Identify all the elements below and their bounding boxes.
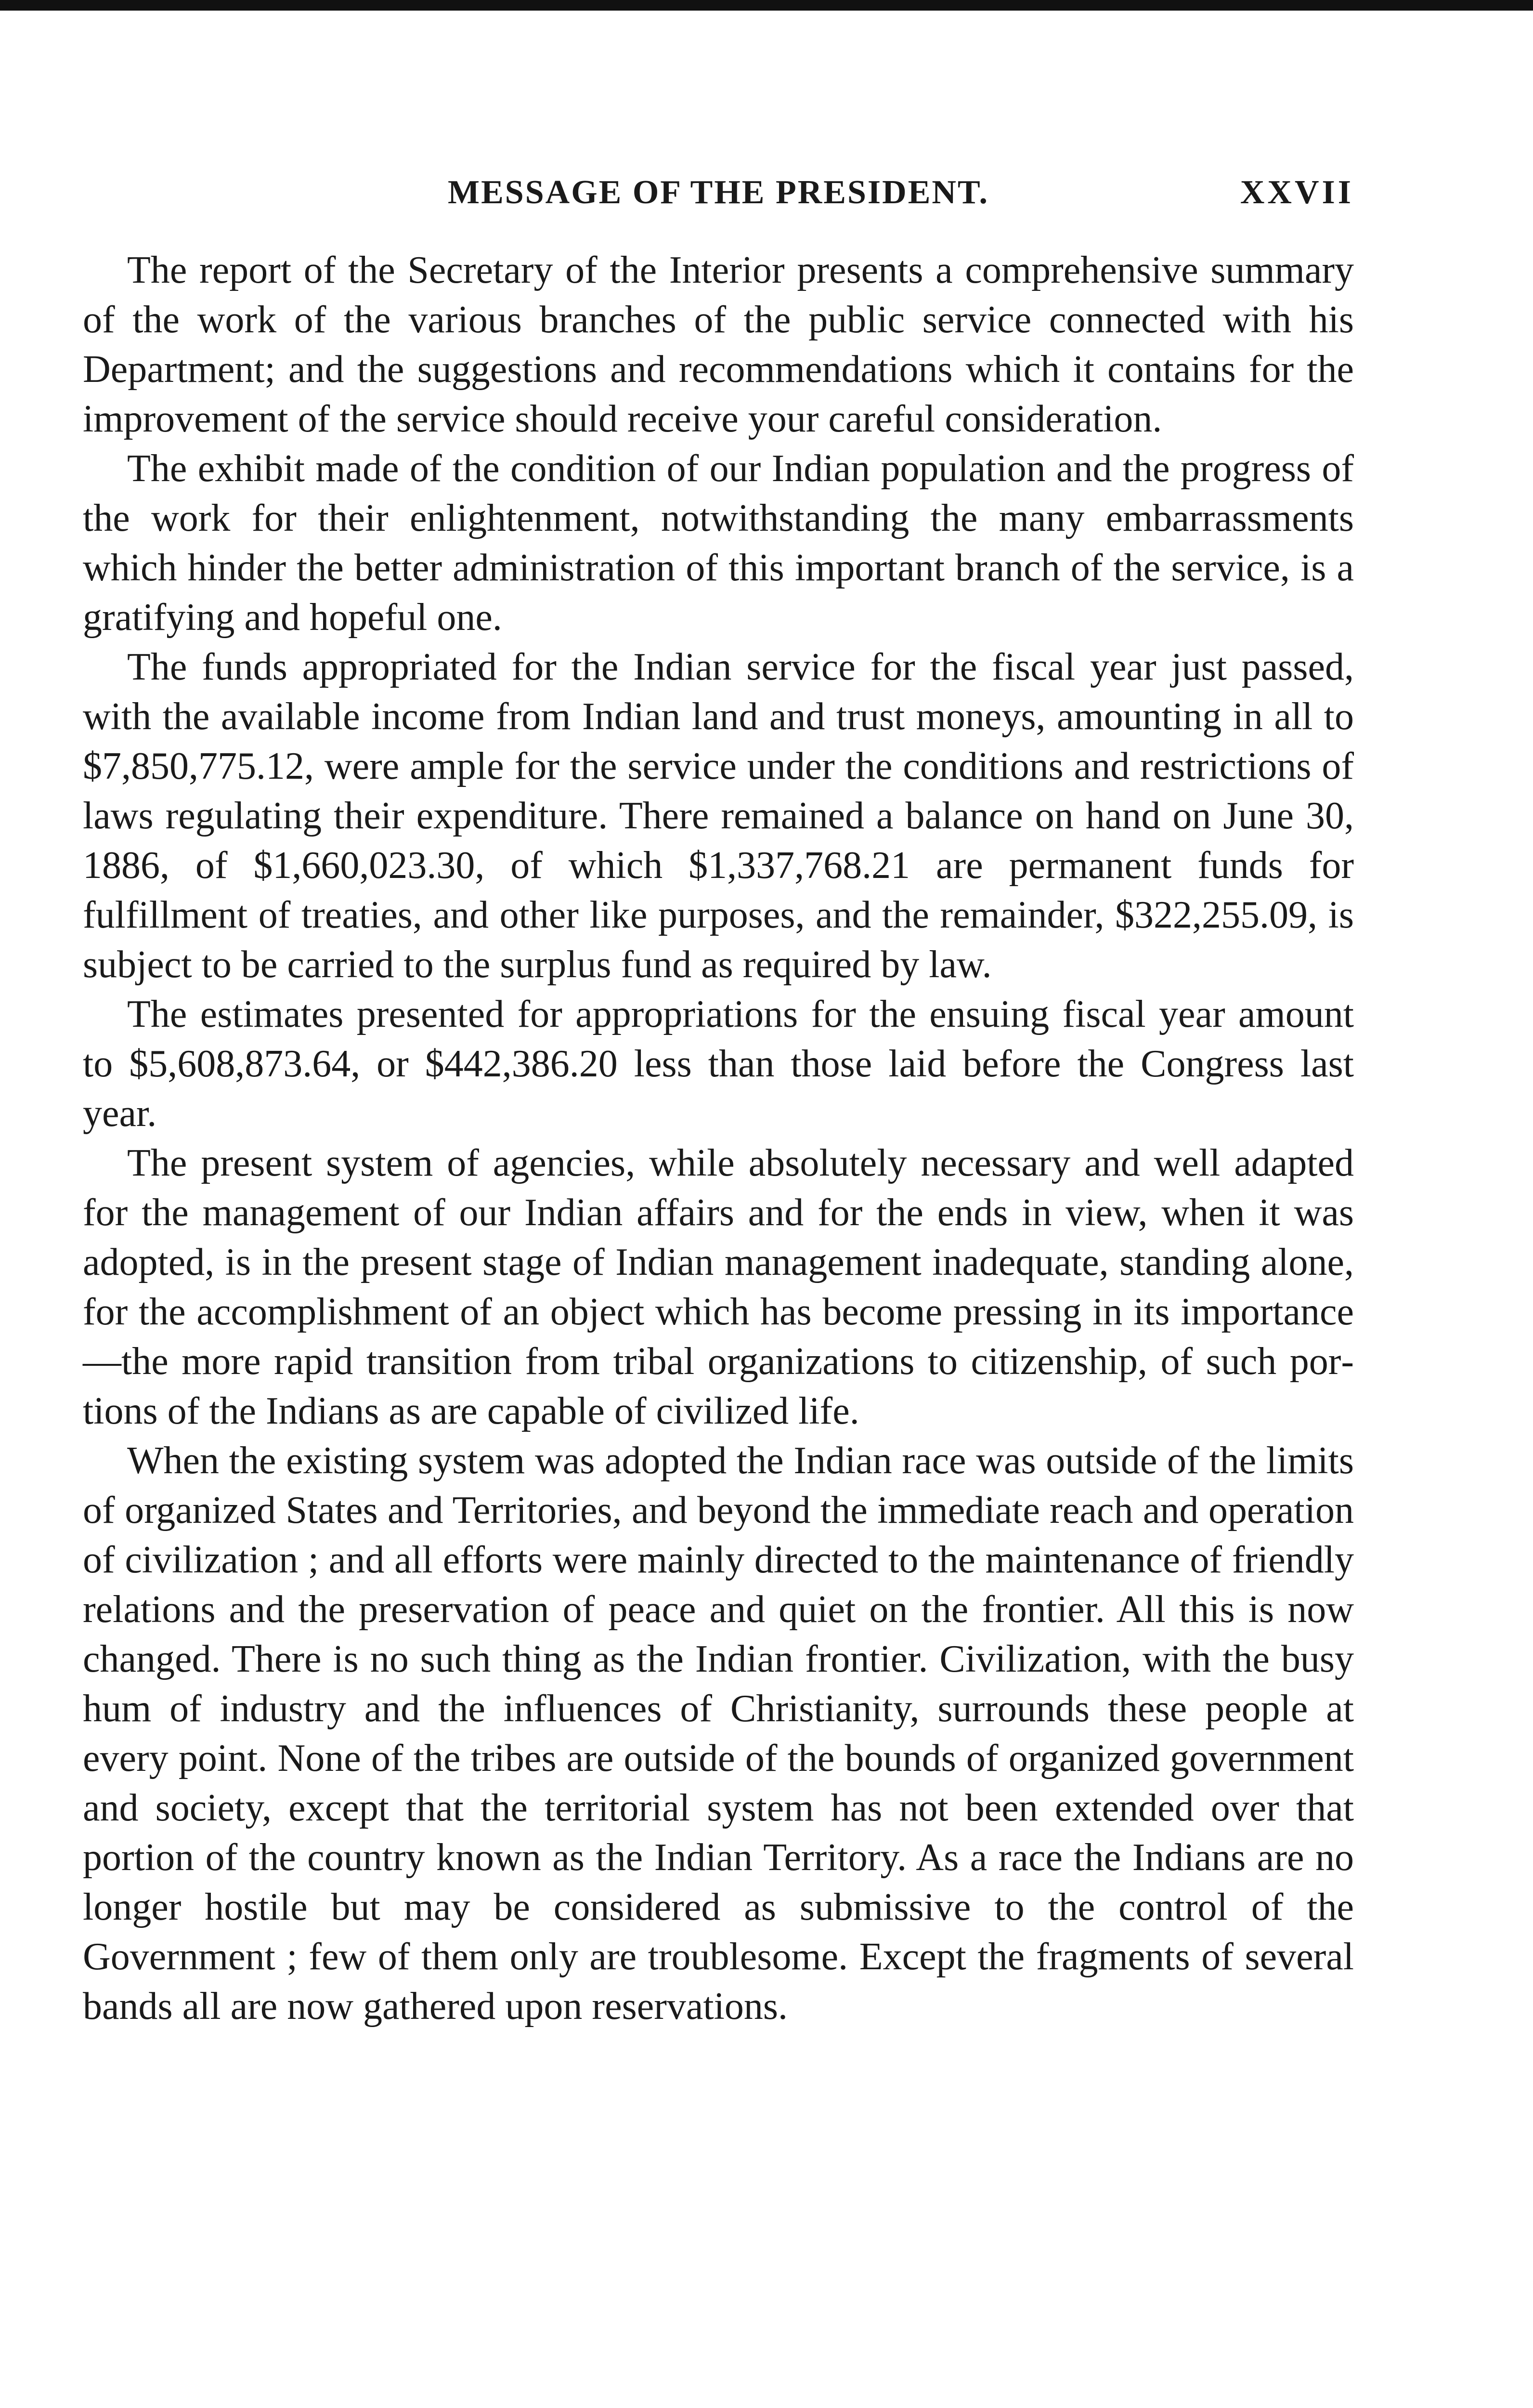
running-head xyxy=(83,173,1354,226)
paragraph-estimates: The estimates presented for appropriations for the ensuing fiscal year amount to $5,608,873.64, or $442,386.20 less than those laid before the Congress last year. xyxy=(83,993,1354,1135)
paragraph-interior-report: The report of the Secretary of the Interior presents a comprehensive summary of the work of the various branches of the public service connected with his Department; and the suggestions and recommendations which it contains for the improvement of the service should receive your careful consideration. xyxy=(83,249,1354,440)
paragraph-indian-population: The exhibit made of the condition of our Indian population and the progress of the work for their enlightenment, notwithstanding the many embarrassments which hinder the better administration of this important branch of the service, is a gratifying and hopeful one. xyxy=(83,447,1354,639)
running-title: MESSAGE OF THE PRESIDENT. xyxy=(448,174,989,211)
top-border xyxy=(0,0,1533,11)
paragraph-agencies: The present system of agencies, while absolutely necessary and well adapted for the management of our Indian affairs and for the ends in view, when it was adopted, is in the present stage of Indian management inadequate, standing alone, for the accomplishment of an object which has become pressing in its importance—the more rapid transition from tribal organizations to citizenship, of such portions of the Indians as are capable of civilized life. xyxy=(83,1142,1354,1432)
paragraph-funds: The funds appropriated for the Indian service for the fiscal year just passed, with the available income from Indian land and trust moneys, amounting in all to $7,850,775.12, were ample for the service under the conditions and restrictions of laws regulating their expenditure. There remained a balance on hand on June 30, 1886, of $1,660,023.30, of which $1,337,768.21 are permanent funds for fulfillment of treaties, and other like purposes, and the remainder, $322,255.09, is subject to be carried to the surplus fund as required by law. xyxy=(83,646,1354,986)
body-text xyxy=(83,246,1354,2031)
paragraph-existing-system: When the existing system was adopted the Indian race was outside of the limits of organized States and Territories, and beyond the immediate reach and operation of civilization ; and all efforts were mainly directed to the maintenance of friendly relations and the preservation of peace and quiet on the frontier. All this is now changed. There is no such thing as the Indian frontier. Civilization, with the busy hum of industry and the influences of Christianity, surrounds these people at every point. None of the tribes are outside of the bounds of organized government and society, except that the territorial system has not been extended over that portion of the country known as the Indian Territory. As a race the Indians are no longer hostile but may be considered as submissive to the control of the Government ; few of them only are troublesome. Except the fragments of several bands all are now gathered upon reservations. xyxy=(83,1440,1354,2028)
page-number: XXVII xyxy=(1240,174,1354,211)
document-page xyxy=(83,173,1354,2031)
